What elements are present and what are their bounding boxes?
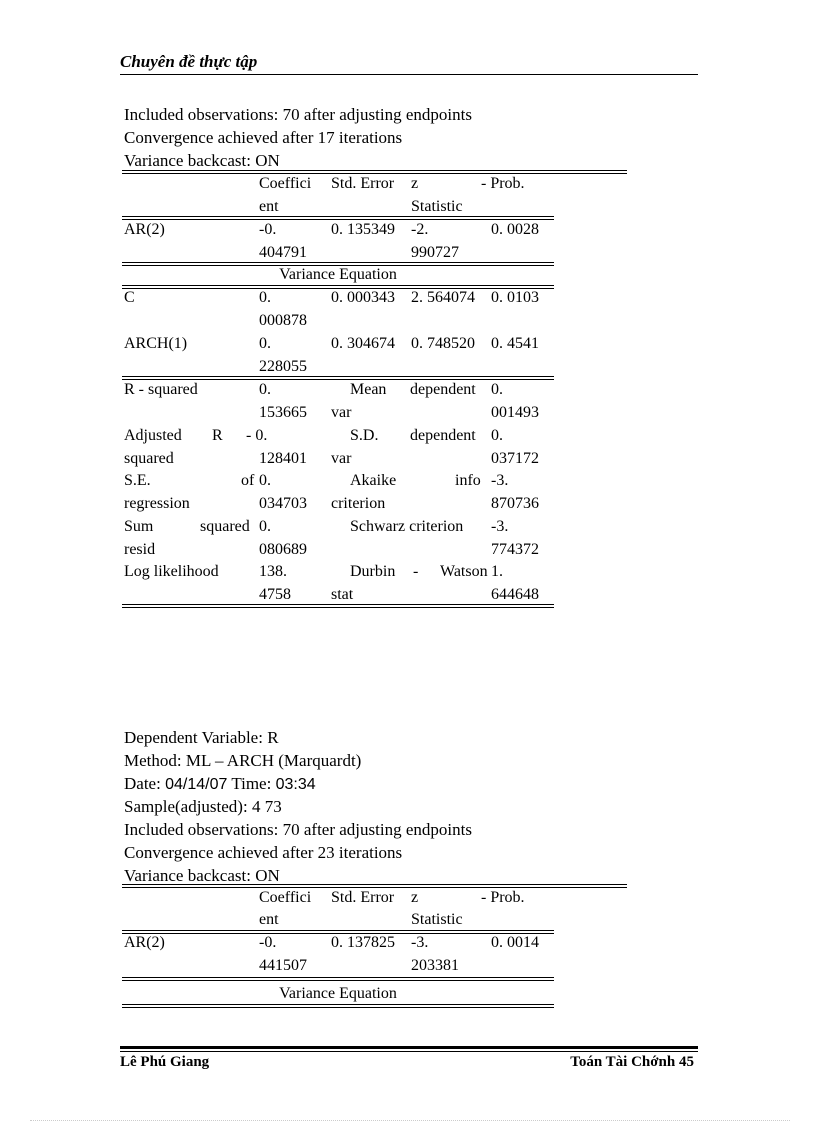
sd-dep-label-3: var bbox=[331, 450, 352, 467]
schwarz-label: Schwarz criterion bbox=[350, 518, 464, 535]
footer-page: Toán Tài Chớnh 45 bbox=[570, 1054, 694, 1070]
arch1-coef-cont: 228055 bbox=[259, 358, 307, 375]
arch1-prob: 0. 4541 bbox=[491, 335, 539, 352]
loglik-value-cont: 4758 bbox=[259, 586, 291, 603]
arch1-z: 0. 748520 bbox=[411, 335, 475, 352]
t2-ar2-coef-cont: 441507 bbox=[259, 957, 307, 974]
schwarz-value: -3. bbox=[491, 518, 509, 535]
convergence-note-2: Convergence achieved after 23 iterations bbox=[124, 843, 403, 862]
footer-author: Lê Phú Giang bbox=[120, 1054, 210, 1070]
mean-dep-label: Mean bbox=[350, 381, 387, 398]
sd-dep-label-2: dependent bbox=[410, 427, 476, 444]
page-bottom-dotted-line bbox=[30, 1120, 790, 1121]
akaike-value: -3. bbox=[491, 472, 509, 489]
method: Method: ML – ARCH (Marquardt) bbox=[124, 751, 362, 770]
adjr2-label: Adjusted bbox=[124, 427, 182, 444]
adjr2-label-2: R bbox=[212, 427, 223, 444]
t2-ar2-se: 0. 137825 bbox=[331, 934, 395, 951]
ar2-se: 0. 135349 bbox=[331, 221, 395, 238]
t2-variance-top-rule bbox=[122, 977, 554, 981]
se-reg-label-2: of bbox=[241, 472, 255, 489]
akaike-label: Akaike bbox=[350, 472, 397, 489]
col-header-coef-cont: ent bbox=[259, 198, 279, 215]
c-se: 0. 000343 bbox=[331, 289, 395, 306]
arch1-label: ARCH(1) bbox=[124, 335, 188, 352]
time-label: Time: bbox=[231, 774, 272, 793]
t2-ar2-coef: -0. bbox=[259, 934, 277, 951]
col-header-z-cont: Statistic bbox=[411, 198, 463, 215]
variance-backcast: Variance backcast: ON bbox=[124, 151, 280, 170]
adjr2-value: - 0. bbox=[246, 427, 268, 444]
loglik-value: 138. bbox=[259, 563, 287, 580]
se-reg-value-cont: 034703 bbox=[259, 495, 307, 512]
ar2-label: AR(2) bbox=[124, 221, 165, 238]
t2-col-header-prob: - Prob. bbox=[481, 889, 525, 906]
ssr-value-cont: 080689 bbox=[259, 541, 307, 558]
ssr-label: Sum bbox=[124, 518, 154, 535]
durbin-stat-label: stat bbox=[331, 586, 354, 603]
footer-rule-thin bbox=[120, 1051, 698, 1052]
watson-label: Watson bbox=[440, 563, 488, 580]
page-header-title: Chuyên đề thực tập bbox=[120, 52, 258, 71]
akaike-label-2: info bbox=[455, 472, 481, 489]
se-reg-label-3: regression bbox=[124, 495, 190, 512]
date-time bbox=[124, 774, 316, 795]
ar2-z: -2. bbox=[411, 221, 429, 238]
stats-bottom-rule bbox=[122, 604, 554, 608]
included-observations-2: Included observations: 70 after adjusting endpoints bbox=[124, 820, 472, 839]
convergence-note: Convergence achieved after 17 iterations bbox=[124, 128, 403, 147]
ar2-prob: 0. 0028 bbox=[491, 221, 539, 238]
col-header-z: z bbox=[411, 175, 419, 192]
included-observations: Included observations: 70 after adjusting endpoints bbox=[124, 105, 472, 124]
mean-dep-value: 0. bbox=[491, 381, 503, 398]
t2-col-header-coef-cont: ent bbox=[259, 911, 279, 928]
mean-dep-value-cont: 001493 bbox=[491, 404, 539, 421]
t2-col-header-z: z bbox=[411, 889, 419, 906]
t2-ar2-label: AR(2) bbox=[124, 934, 165, 951]
variance-backcast-2: Variance backcast: ON bbox=[124, 866, 280, 885]
se-reg-label: S.E. bbox=[124, 472, 151, 489]
t2-col-header-se: Std. Error bbox=[331, 889, 395, 906]
col-header-prob: - Prob. bbox=[481, 175, 525, 192]
sd-dep-value-cont: 037172 bbox=[491, 450, 539, 467]
c-coef-cont: 000878 bbox=[259, 312, 307, 329]
ssr-label-3: resid bbox=[124, 541, 156, 558]
t2-ar2-z-cont: 203381 bbox=[411, 957, 459, 974]
mean-dep-label-3: var bbox=[331, 404, 352, 421]
t2-ar2-z: -3. bbox=[411, 934, 429, 951]
variance-equation-label: Variance Equation bbox=[279, 266, 397, 283]
adjr2-value-cont: 128401 bbox=[259, 450, 307, 467]
ar2-coef-cont: 404791 bbox=[259, 244, 307, 261]
t2-col-header-coef: Coeffici bbox=[259, 889, 312, 906]
sd-dep-label: S.D. bbox=[350, 427, 379, 444]
r2-value: 0. bbox=[259, 381, 271, 398]
date-value: 04/14/07 bbox=[165, 776, 228, 793]
se-reg-value: 0. bbox=[259, 472, 271, 489]
c-label: C bbox=[124, 289, 135, 306]
c-prob: 0. 0103 bbox=[491, 289, 539, 306]
loglik-label: Log likelihood bbox=[124, 563, 219, 580]
date-label: Date: bbox=[124, 774, 161, 793]
t2-variance-equation-label: Variance Equation bbox=[279, 985, 397, 1002]
col-header-coef: Coeffici bbox=[259, 175, 312, 192]
t2-variance-bottom-rule bbox=[122, 1004, 554, 1008]
c-coef: 0. bbox=[259, 289, 271, 306]
durbin-label: Durbin bbox=[350, 563, 396, 580]
akaike-value-cont: 870736 bbox=[491, 495, 539, 512]
arch1-coef: 0. bbox=[259, 335, 271, 352]
dependent-variable: Dependent Variable: R bbox=[124, 728, 279, 747]
header-rule bbox=[120, 74, 698, 75]
mean-dep-label-2: dependent bbox=[410, 381, 476, 398]
r2-label: R - squared bbox=[124, 381, 198, 398]
adjr2-label-3: squared bbox=[124, 450, 174, 467]
durbin-dash: - bbox=[413, 563, 419, 580]
ar2-coef: -0. bbox=[259, 221, 277, 238]
durbin-value-cont: 644648 bbox=[491, 586, 539, 603]
sd-dep-value: 0. bbox=[491, 427, 503, 444]
t2-col-header-z-cont: Statistic bbox=[411, 911, 463, 928]
footer-rule bbox=[120, 1046, 698, 1049]
time-value: 03:34 bbox=[275, 776, 316, 793]
ar2-z-cont: 990727 bbox=[411, 244, 459, 261]
durbin-value: 1. bbox=[491, 563, 503, 580]
col-header-se: Std. Error bbox=[331, 175, 395, 192]
sample-adjusted: Sample(adjusted): 4 73 bbox=[124, 797, 282, 816]
ssr-value: 0. bbox=[259, 518, 271, 535]
t2-ar2-prob: 0. 0014 bbox=[491, 934, 539, 951]
akaike-label-3: criterion bbox=[331, 495, 386, 512]
c-z: 2. 564074 bbox=[411, 289, 475, 306]
ssr-label-2: squared bbox=[200, 518, 250, 535]
r2-value-cont: 153665 bbox=[259, 404, 307, 421]
arch1-se: 0. 304674 bbox=[331, 335, 395, 352]
schwarz-value-cont: 774372 bbox=[491, 541, 539, 558]
